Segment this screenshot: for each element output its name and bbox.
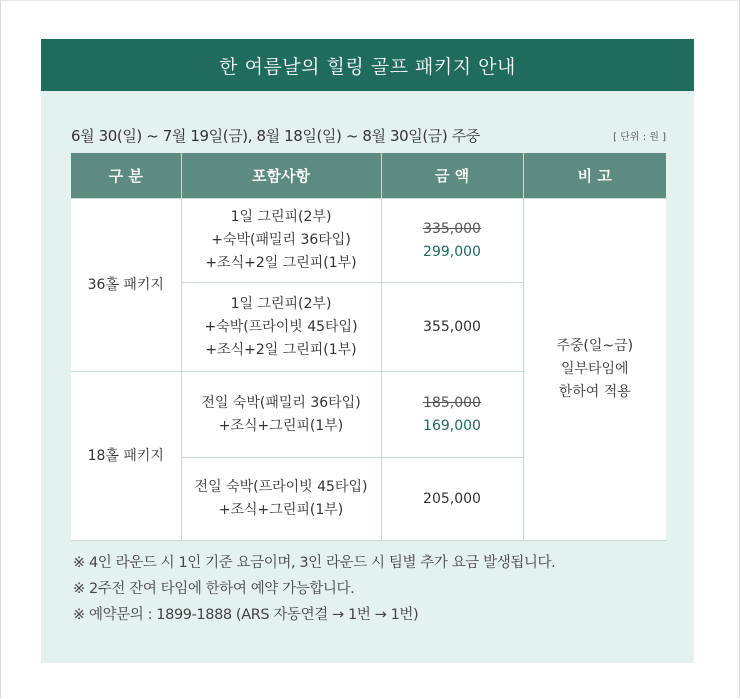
discounted-price: 169,000	[423, 417, 481, 434]
table-header-row	[71, 153, 666, 199]
include-line: +조식+2일 그린피(1부)	[205, 255, 357, 271]
original-price: 185,000	[423, 394, 481, 411]
include-line: 전일 숙박(프라이빗 45타입)	[194, 479, 368, 495]
include-line: 전일 숙박(패밀리 36타입)	[201, 394, 361, 411]
include-line: 1일 그린피(2부)	[230, 209, 332, 225]
package-name-18: 18홀 패키지	[71, 372, 181, 541]
header-includes: 포함사항	[181, 153, 381, 199]
note-line: ※ 예약문의 : 1899-1888 (ARS 자동연결 → 1번 → 1번)	[73, 607, 419, 623]
include-line: +조식+2일 그린피(1부)	[205, 341, 357, 358]
period-row	[71, 125, 666, 146]
note-line: ※ 2주전 잔여 타임에 한하여 예약 가능합니다.	[73, 581, 355, 597]
includes-cell	[181, 199, 381, 283]
header-category: 구 분	[71, 153, 181, 199]
discounted-price: 299,000	[423, 243, 481, 260]
include-line: +조식+그린피(1부)	[218, 502, 344, 518]
price-cell	[381, 283, 523, 372]
original-price: 335,000	[423, 220, 481, 237]
note-line: ※ 4인 라운드 시 1인 기준 요금이며, 3인 라운드 시 팀별 추가 요금 발생됩니다.	[73, 555, 556, 571]
package-name-36: 36홀 패키지	[71, 199, 181, 372]
remark-line: 주중(일~금)	[556, 338, 634, 354]
include-line: 1일 그린피(2부)	[230, 295, 332, 312]
price-cell	[381, 372, 523, 458]
price-value: 355,000	[423, 318, 481, 335]
panel-title: 한 여름날의 힐링 골프 패키지 안내	[41, 39, 694, 91]
remark-line: 일부타임에	[560, 361, 629, 377]
include-line: +조식+그린피(1부)	[218, 417, 344, 434]
notes	[73, 550, 555, 628]
remark-cell	[523, 199, 666, 541]
includes-cell	[181, 283, 381, 372]
price-value: 205,000	[423, 490, 481, 507]
header-price: 금 액	[381, 153, 523, 199]
package-info-panel	[41, 39, 694, 663]
include-line: +숙박(패밀리 36타입)	[211, 232, 351, 248]
include-line: +숙박(프라이빗 45타입)	[204, 318, 358, 335]
includes-cell	[181, 372, 381, 458]
price-cell	[381, 458, 523, 541]
unit-label: [ 단위 : 원 ]	[613, 132, 666, 143]
price-table	[71, 153, 666, 541]
table-row	[71, 199, 666, 283]
includes-cell	[181, 458, 381, 541]
price-cell	[381, 199, 523, 283]
header-remark: 비 고	[523, 153, 666, 199]
remark-line: 한하여 적용	[558, 384, 631, 400]
period-text: 6월 30(일) ~ 7월 19일(금), 8월 18일(일) ~ 8월 30일(금) 주중	[71, 127, 480, 145]
